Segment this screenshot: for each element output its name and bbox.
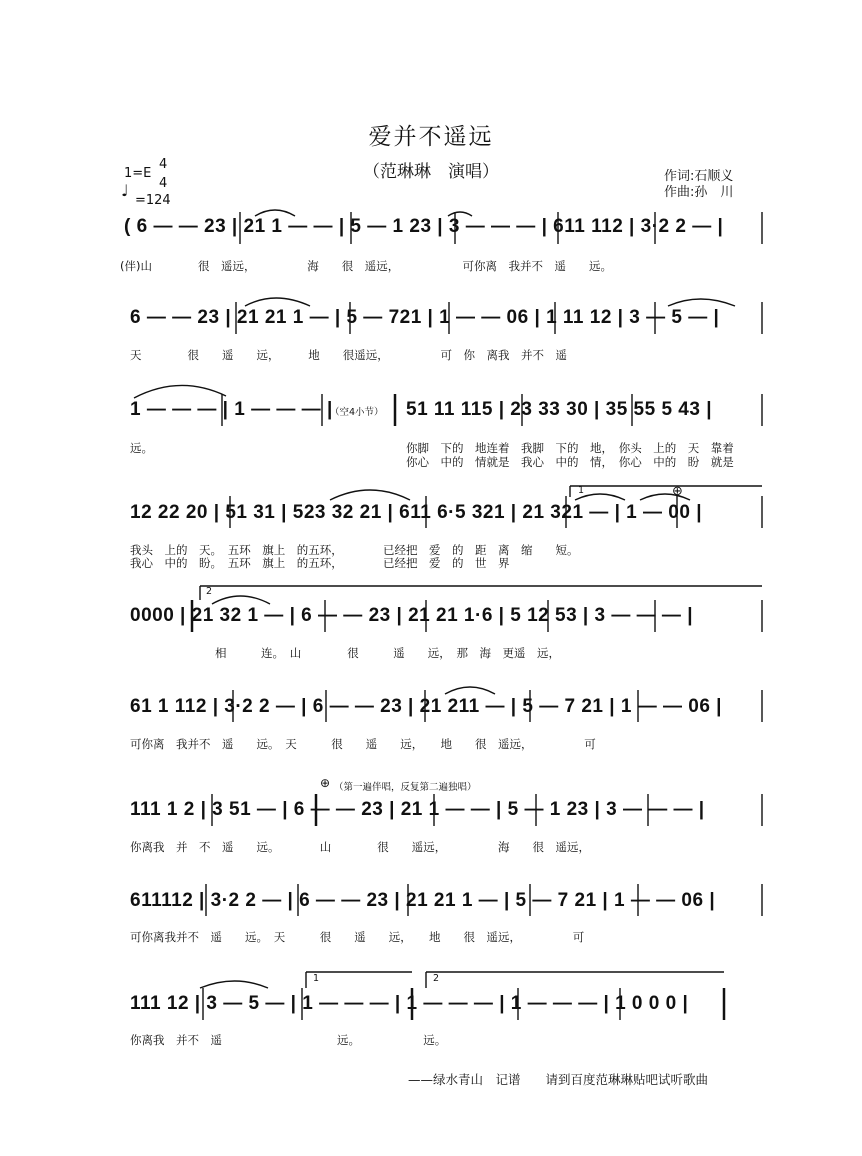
lyric-line-verse-2: 我心 中的 盼。 五环 旗上 的五环， 已经把 爱 的 世 界 xyxy=(130,556,510,570)
volta-2-label: 2 xyxy=(206,586,213,597)
lyric-line: 可你离我并不 遥 远。 天 很 遥 远， 地 很 遥远， 可 xyxy=(130,930,585,944)
notation-row-4: 12 22 20 | 51 31 | 523 32 21 | 611 6·5 321 | 21 321 — | 1 — 00 | xyxy=(130,502,703,523)
lyric-line: 天 很 遥 远， 地 很遥远， 可 你 离我 并不 遥 xyxy=(130,348,567,362)
time-signature-bottom: 4 xyxy=(159,176,168,191)
notation-row-1: ( 6 — — 23 | 21 1 — — | 5 — 1 23 | 3 — — — | 611 112 | 3·2 2 — | xyxy=(124,216,724,237)
volta-1-label: 1 xyxy=(578,485,585,496)
lyric-line-verse-2: 你心 中的 情就是 我心 中的 情， 你心 中的 盼 就是 xyxy=(406,455,734,469)
time-signature-top: 4 xyxy=(159,157,168,172)
notation-row-3b: 51 11 115 | 23 33 30 | 35 55 5 43 | xyxy=(406,399,713,420)
song-title: 爱并不遥远 xyxy=(368,124,494,150)
performance-annotation: （第一遍伴唱，反复第二遍独唱） xyxy=(334,782,477,793)
notation-row-6: 61 1 112 | 3·2 2 — | 6 — — 23 | 21 211 — | 5 — 7 21 | 1 — — 06 | xyxy=(130,696,722,717)
quarter-note-icon: ♩ xyxy=(121,181,129,200)
song-subtitle: （范琳琳 演唱） xyxy=(363,162,499,182)
lyric-line: 你离我 并不 遥 远。 远。 xyxy=(130,1033,447,1047)
key-signature: 1=E xyxy=(124,166,152,181)
lyric-line: 你离我 并 不 遥 远。 山 很 遥远， 海 很 遥远， xyxy=(130,840,590,854)
notation-row-3a: 1 — — — | 1 — — — | xyxy=(130,399,333,420)
notation-row-7: 111 1 2 | 3 51 — | 6 — — 23 | 21 1 — — | 5 — 1 23 | 3 — — — | xyxy=(130,799,705,820)
volta-1-label: 1 xyxy=(313,973,320,984)
rest-instruction: （空4小节） xyxy=(330,407,384,418)
coda-icon: ⊕ xyxy=(672,484,683,499)
volta-2-label: 2 xyxy=(433,973,440,984)
notation-row-9: 111 12 | 3 — 5 — | 1 — — — | 1 — — — | 1 — — — | 1 0 0 0 | xyxy=(130,993,689,1014)
lyric-line: 远。 xyxy=(130,441,153,455)
notation-row-8: 611112 | 3·2 2 — | 6 — — 23 | 21 21 1 — | 5 — 7 21 | 1 — — 06 | xyxy=(130,890,716,911)
lyric-line: 相 连。 山 很 遥 远， 那 海 更遥 远， xyxy=(215,646,560,660)
lyric-line-verse-1: 你脚 下的 地连着 我脚 下的 地， 你头 上的 天 靠着 xyxy=(406,441,734,455)
tempo-marking: =124 xyxy=(135,193,171,208)
coda-icon: ⊕ xyxy=(320,776,331,790)
composer-credit: 作曲:孙 川 xyxy=(664,185,734,200)
lyricist-credit: 作词:石顺义 xyxy=(664,169,734,184)
lyric-line: (伴)山 很 遥远， 海 很 遥远， 可你离 我并不 遥 远。 xyxy=(120,259,612,273)
notation-row-5: 0000 | 21 32 1 — | 6 — — 23 | 21 21 1·6 | 5 12 53 | 3 — — — | xyxy=(130,605,694,626)
lyric-line-verse-1: 我头 上的 天。 五环 旗上 的五环， 已经把 爱 的 距 离 缩 短。 xyxy=(130,543,579,557)
lyric-line: 可你离 我并不 遥 远。 天 很 遥 远， 地 很 遥远， 可 xyxy=(130,737,596,751)
notation-row-2: 6 — — 23 | 21 21 1 — | 5 — 721 | 1 — — 06 | 1 11 12 | 3 — 5 — | xyxy=(130,307,720,328)
transcriber-footer: ——绿水青山 记谱 请到百度范琳琳贴吧试听歌曲 xyxy=(408,1072,709,1087)
